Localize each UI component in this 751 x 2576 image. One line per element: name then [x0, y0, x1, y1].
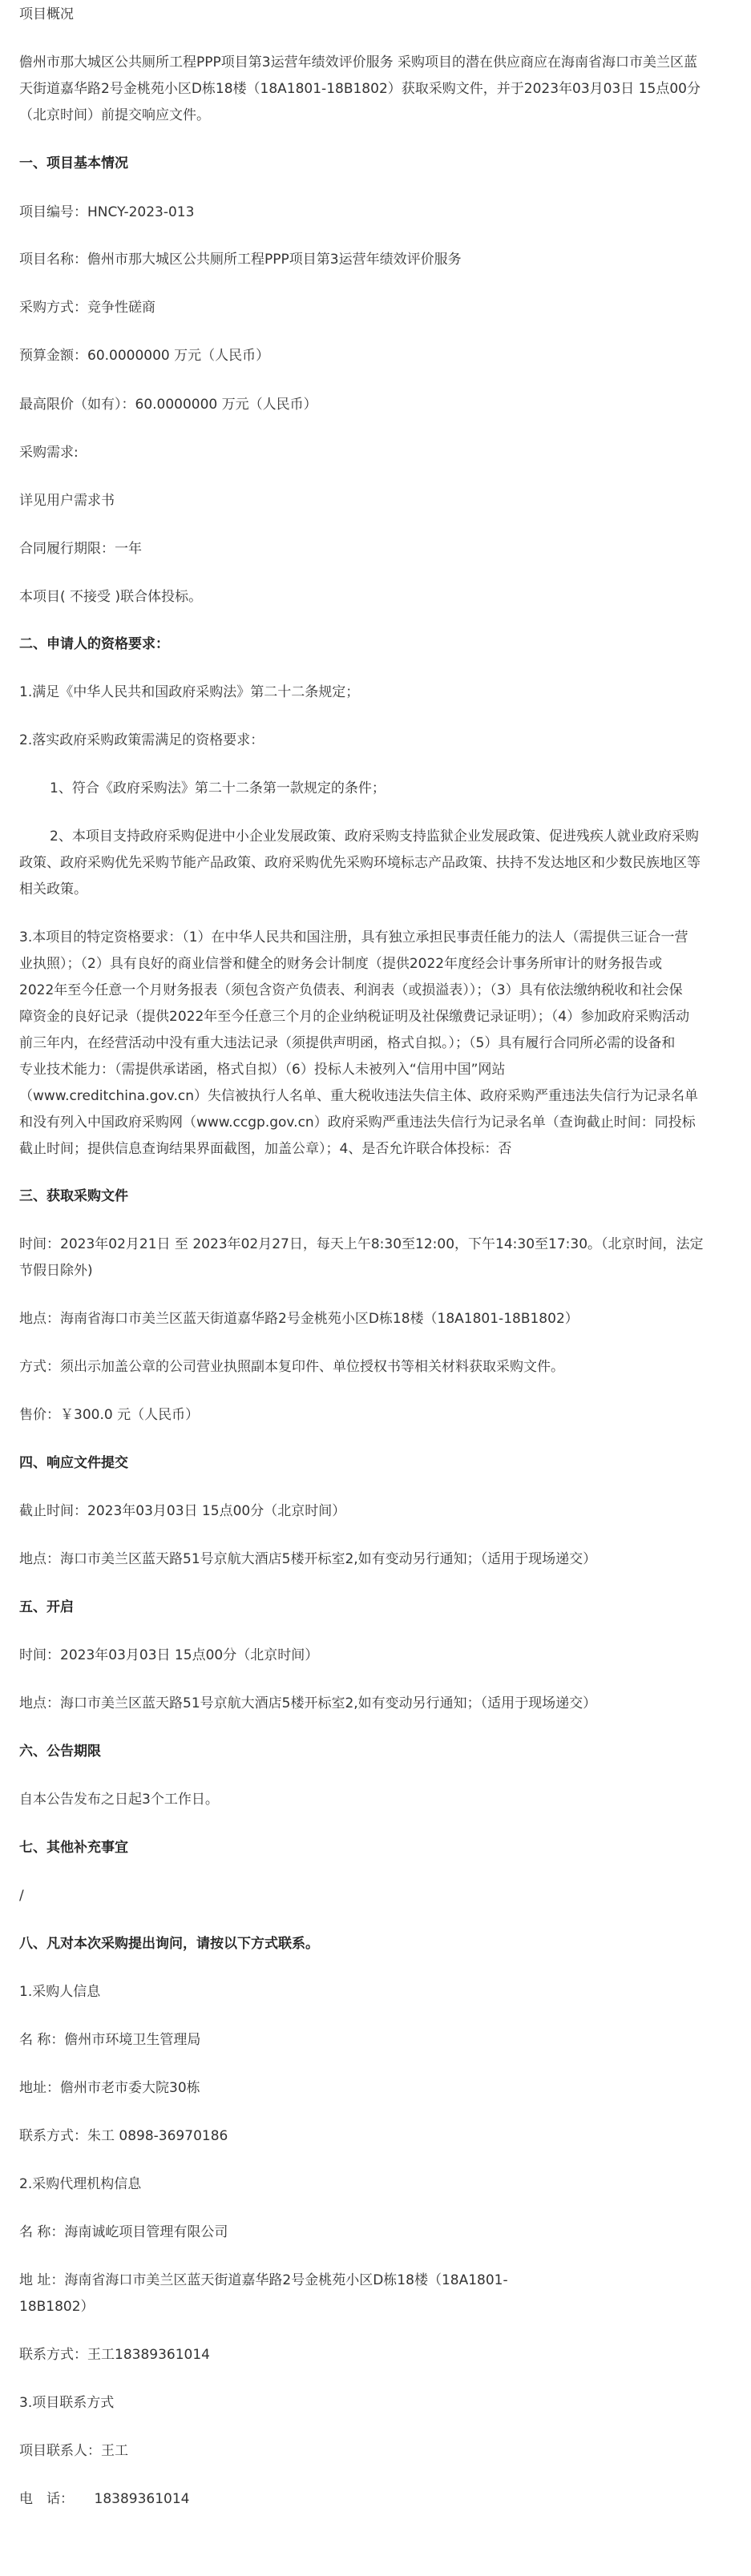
text-line: 地 址：海南省海口市美兰区蓝天街道嘉华路2号金桃苑小区D栋18楼（18A1801-: [19, 2272, 508, 2288]
text-line: 节假日除外): [19, 1263, 93, 1279]
text-line: （www.creditchina.gov.cn）失信被执行人名单、重大税收违法失信主体、政府采购严重违法失信行为记录名单: [19, 1088, 699, 1104]
text-line: 障资金的良好记录（提供2022年至今任意三个月的企业纳税证明及社保缴费记录证明）；（4）参加政府采购活动: [19, 1009, 690, 1025]
text-line: 方式：须出示加盖公章的公司营业执照副本复印件、单位授权书等相关材料获取采购文件。: [19, 1359, 564, 1375]
text-line: 3.项目联系方式: [19, 2395, 115, 2411]
text-line: 联系方式：王工18389361014: [19, 2347, 210, 2363]
text-line: 天街道嘉华路2号金桃苑小区D栋18楼（18A1801-18B1802）获取采购文件，并于2023年03月03日 15点00分: [19, 81, 701, 97]
text-line: 业执照）；（2）具有良好的商业信誉和健全的财务会计制度（提供2022年度经会计事务所审计的财务报告或: [19, 956, 663, 972]
section-heading: 六、公告期限: [19, 1744, 101, 1760]
text-line: 售价：￥300.0 元（人民币）: [19, 1407, 200, 1423]
text-line: 政策、政府采购优先采购节能产品政策、政府采购优先采购环境标志产品政策、扶持不发达地区和少数民族地区等: [19, 855, 701, 871]
text-line: 1.采购人信息: [19, 1984, 101, 2000]
section-heading: 七、其他补充事宜: [19, 1840, 128, 1856]
section-heading: 三、获取采购文件: [19, 1188, 128, 1204]
text-line: 采购需求:: [19, 445, 79, 461]
text-line: 地址：儋州市老市委大院30栋: [19, 2080, 200, 2096]
text-line: 项目概况: [19, 6, 74, 22]
text-line: 1.满足《中华人民共和国政府采购法》第二十二条规定；: [19, 684, 360, 700]
section-heading: 五、开启: [19, 1599, 74, 1615]
text-line: 预算金额：60.0000000 万元（人民币）: [19, 348, 270, 364]
text-line: 儋州市那大城区公共厕所工程PPP项目第3运营年绩效评价服务 采购项目的潜在供应商应在海南省海口市美兰区蓝: [19, 54, 697, 71]
text-line: 2.采购代理机构信息: [19, 2176, 142, 2192]
section-heading: 四、响应文件提交: [19, 1455, 128, 1471]
text-line: 2.落实政府采购政策需满足的资格要求：: [19, 732, 264, 748]
text-line: 地点：海口市美兰区蓝天路51号京航大酒店5楼开标室2,如有变动另行通知；（适用于现场递交）: [19, 1551, 597, 1567]
text-line: 相关政策。: [19, 881, 87, 897]
text-line: 地点：海口市美兰区蓝天路51号京航大酒店5楼开标室2,如有变动另行通知；（适用于现场递交）: [19, 1695, 597, 1711]
text-line: 截止时间；提供信息查询结果界面截图，加盖公章）；4、是否允许联合体投标：否: [19, 1141, 512, 1157]
text-line: 项目联系人：王工: [19, 2443, 128, 2459]
text-line: 项目名称：儋州市那大城区公共厕所工程PPP项目第3运营年绩效评价服务: [19, 252, 462, 268]
text-line: （北京时间）前提交响应文件。: [19, 107, 210, 123]
section-heading: 八、凡对本次采购提出询问，请按以下方式联系。: [19, 1936, 319, 1952]
text-line: 名 称：儋州市环境卫生管理局: [19, 2032, 201, 2048]
text-line: /: [19, 1888, 24, 1904]
text-line: 电 话： 18389361014: [19, 2491, 190, 2507]
section-heading: 一、项目基本情况: [19, 155, 128, 171]
text-line: 本项目( 不接受 )联合体投标。: [19, 589, 203, 605]
text-line: 地点：海南省海口市美兰区蓝天街道嘉华路2号金桃苑小区D栋18楼（18A1801-18B1802）: [19, 1311, 579, 1327]
section-heading: 二、申请人的资格要求：: [19, 636, 169, 652]
text-line: 2022年至今任意一个月财务报表（须包含资产负债表、利润表（或损溢表））；（3）具有依法缴纳税收和社会保: [19, 982, 683, 998]
text-line: 前三年内，在经营活动中没有重大违法记录（须提供声明函，格式自拟。）；（5）具有履行合同所必需的设备和: [19, 1035, 676, 1051]
text-line: 自本公告发布之日起3个工作日。: [19, 1792, 219, 1808]
text-line: 专业技术能力：（需提供承诺函，格式自拟）（6）投标人未被列入“信用中国”网站: [19, 1062, 506, 1078]
text-line: 1、符合《政府采购法》第二十二条第一款规定的条件；: [50, 780, 386, 796]
text-line: 最高限价（如有）：60.0000000 万元（人民币）: [19, 397, 317, 413]
text-line: 详见用户需求书: [19, 493, 115, 509]
text-line: 时间：2023年02月21日 至 2023年02月27日，每天上午8:30至12:00，下午14:30至17:30。（北京时间，法定: [19, 1236, 704, 1252]
text-line: 时间：2023年03月03日 15点00分（北京时间）: [19, 1647, 319, 1663]
text-line: 名 称：海南诚屹项目管理有限公司: [19, 2224, 228, 2240]
text-line: 联系方式：朱工 0898-36970186: [19, 2128, 228, 2144]
text-line: 合同履行期限：一年: [19, 541, 142, 557]
text-line: 和没有列入中国政府采购网（www.ccgp.gov.cn）政府采购严重违法失信行为记录名单（查询截止时间：同投标: [19, 1115, 696, 1131]
text-line: 采购方式：竞争性磋商: [19, 300, 155, 316]
text-line: 项目编号：HNCY-2023-013: [19, 204, 195, 220]
text-line: 18B1802）: [19, 2299, 95, 2315]
text-line: 截止时间：2023年03月03日 15点00分（北京时间）: [19, 1503, 346, 1519]
text-line: 3.本项目的特定资格要求：（1）在中华人民共和国注册，具有独立承担民事责任能力的法人（需提供三证合一营: [19, 929, 688, 945]
text-line: 2、本项目支持政府采购促进中小企业发展政策、政府采购支持监狱企业发展政策、促进残疾人就业政府采购: [50, 828, 699, 845]
